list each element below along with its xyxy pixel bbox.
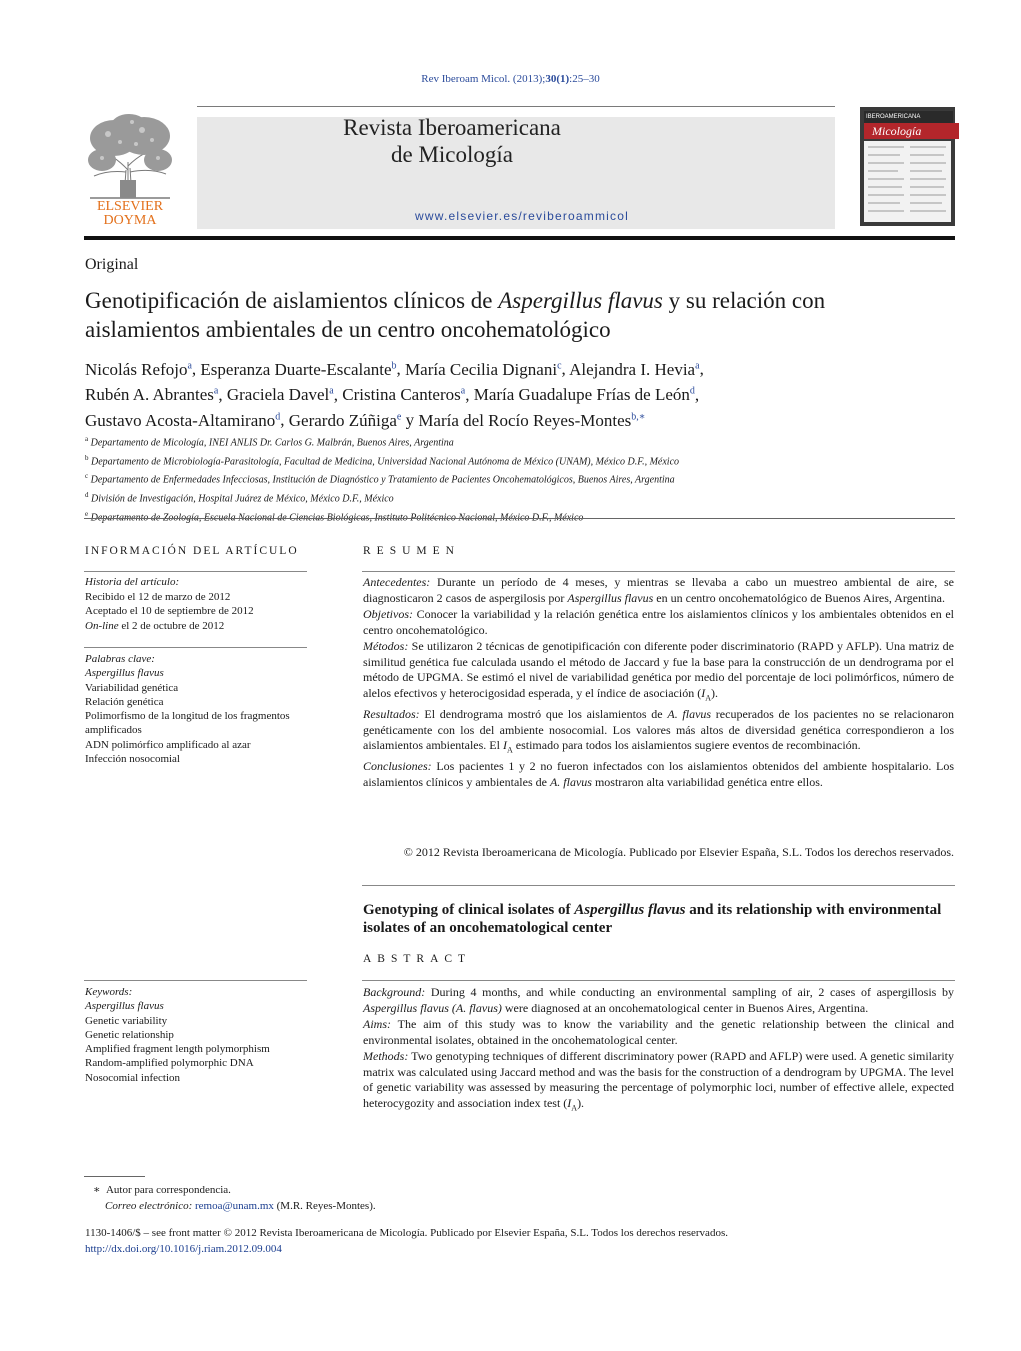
- keyword: Genetic relationship: [85, 1028, 174, 1041]
- resumen-body: [363, 575, 954, 791]
- divider: [362, 885, 955, 886]
- keyword: Amplified fragment length polymorphism: [85, 1043, 270, 1056]
- keyword: ADN polimórfico amplificado al azar: [85, 738, 251, 751]
- elsevier-doyma-logo: [84, 110, 176, 228]
- affiliation: $^a$ Departamento de Micología, INEI ANLIS Dr. Carlos G. Malbrán, Buenos Aires, Argentina: [85, 435, 454, 449]
- journal-cover-thumbnail[interactable]: [860, 107, 955, 226]
- journal-citation[interactable]: Rev Iberoam Micol. (2013);30(1):25–30: [421, 73, 600, 85]
- keywords-spanish: Palabras clave: Aspergillus flavus Variabilidad genética Relación genética Polimorfismo de la longitud de los fragmentos amplificados ADN polimórfico amplificado al azar Infección nosocomial: [85, 652, 310, 766]
- author[interactable]: Cristina Canteros$^a$: [342, 385, 466, 405]
- author[interactable]: Rubén A. Abrantes$^a$: [85, 385, 219, 405]
- keywords-english: Keywords: Aspergillus flavus Genetic variability Genetic relationship Amplified fragment length polymorphism Random-amplified polymorphic DNA Nosocomial infection: [85, 985, 315, 1085]
- keyword: Aspergillus flavus: [85, 1000, 164, 1013]
- author[interactable]: Graciela Davel$^a$: [226, 385, 334, 405]
- divider: [84, 571, 307, 572]
- cover-top-band: IBEROAMERICANA: [864, 111, 953, 123]
- journal-url-link[interactable]: www.elsevier.es/reviberoammicol: [415, 209, 629, 223]
- author[interactable]: Gerardo Zúñiga$^e$: [288, 410, 402, 430]
- elsevier-tree-icon: [84, 110, 176, 228]
- author-list: Nicolás Refojo$^a$, Esperanza Duarte-Escalante$^b$, María Cecilia Dignani$^c$, Alejandra I. Hevia$^a$, Rubén A. Abrantes$^a$, Graciela Davel$^a$, Cristina Canteros$^a$, María Guadalupe Frías de León$^d$, Gustavo Acosta-Altamirano$^d$, Gerardo Zúñiga$^e$ y María del Rocío Reyes-Montes$^{b,∗}$: [85, 359, 704, 430]
- abstract-aims: Aims: The aim of this study was to know the variability and the genetic relationship between the clinical and environmental isolates, obtained in the oncohematological center.: [363, 1016, 954, 1047]
- author[interactable]: Esperanza Duarte-Escalante$^b$: [200, 359, 397, 379]
- divider: [362, 980, 955, 981]
- keyword: Relación genética: [85, 695, 164, 708]
- article-history: Historia del artículo: Recibido el 12 de marzo de 2012 Aceptado el 10 de septiembre de 2012 On-line el 2 de octubre de 2012: [85, 576, 254, 632]
- resumen-antecedentes: Antecedentes: Durante un período de 4 meses, y mientras se llevaba a cabo un muestreo ambiental de aire, se diagnosticaron 2 casos de aspergilosis por Aspergillus flavus en un centro oncohematológico de Buenos Aires, Argentina.: [363, 575, 954, 605]
- abstract-background: Background: During 4 months, and while conducting an environmental sampling of air, 2 cases of aspergillosis by Aspergillus flavus (A. flavus) were diagnosed at an oncohematological center in Buenos Aires, Argentina.: [363, 985, 954, 1015]
- keyword: Genetic variability: [85, 1014, 168, 1027]
- keyword: Random-amplified polymorphic DNA: [85, 1057, 254, 1070]
- abstract-methods: Methods: Two genotyping techniques of different discriminatory power (RAPD and AFLP) were used. A genetic similarity matrix was calculated using Jaccard method and was the basis for the construction of a dendrogram by UPGMA. The level of genetic variability was assessed by measuring the percentage of polymorphic loci, number of effective allele, expected heterocygozity and association index test $(I_A)$.: [363, 1048, 954, 1113]
- keyword: Variabilidad genética: [85, 681, 179, 694]
- author[interactable]: Alejandra I. Hevia$^a$: [569, 359, 700, 379]
- author[interactable]: María Cecilia Dignani$^c$: [405, 359, 562, 379]
- keyword: Aspergillus flavus: [85, 667, 164, 680]
- english-title: Genotyping of clinical isolates of Aspergillus flavus and its relationship with environmental isolates of an oncohematological center: [363, 902, 942, 936]
- copyright-notice: © 2012 Revista Iberoamericana de Micología. Publicado por Elsevier España, S.L. Todos los derechos reservados.: [403, 845, 954, 859]
- article-title: Genotipificación de aislamientos clínicos de Aspergillus flavus y su relación con aislamientos ambientales de un centro oncohematológico: [85, 288, 826, 342]
- divider: [84, 647, 307, 648]
- cover-contents: [864, 141, 951, 222]
- resumen-metodos: Métodos: Se utilizaron 2 técnicas de genotipificación con diferente poder discriminatorio (RAPD y AFLP). Una matriz de similitud genética fue calculada usando el método de Jaccard y fue la base para la construcción de un dendrograma por el método de UPGMA. Se estimó el nivel de variabilidad genética por medio del porcentaje de loci polimórficos, número de alelos efectivos y heterocigosidad esperada, y el índice de asociación $(I_A)$.: [363, 638, 954, 703]
- abstract-body: [363, 985, 954, 1117]
- correspondence-footnote: ∗ Autor para correspondencia. Correo electrónico: remoa@unam.mx (M.R. Reyes-Montes).: [93, 1184, 376, 1212]
- keyword: Infección nosocomial: [85, 753, 180, 766]
- article-section-label: Original: [85, 256, 139, 273]
- abstract-heading: ABSTRACT: [363, 953, 472, 965]
- resumen-conclusiones: Conclusiones: Los pacientes 1 y 2 no fueron infectados con los aislamientos obtenidos del ambiente hospitalario. Los aislamientos clínicos y ambientales de A. flavus mostraron alta variabilidad genética entre ellos.: [363, 758, 954, 789]
- resumen-objetivos: Objetivos: Conocer la variabilidad y la relación genética entre los aislamientos clínicos y los ambientales obtenidos en el centro oncohematológico.: [363, 606, 954, 637]
- author[interactable]: María Guadalupe Frías de León$^d$: [473, 385, 695, 405]
- email-link[interactable]: remoa@unam.mx: [195, 1200, 274, 1212]
- divider: [362, 571, 955, 572]
- keyword: Polimorfismo de la longitud de los fragmentos amplificados: [85, 710, 290, 737]
- front-matter: 1130-1406/$ – see front matter © 2012 Revista Iberoamericana de Micología. Publicado por Elsevier España, S.L. Todos los derechos reservados. http://dx.doi.org/10.1016/j.riam.2012.09.004: [85, 1227, 728, 1255]
- header-thick-divider: [84, 236, 955, 240]
- logo-word-elsevier: ELSEVIER: [96, 199, 164, 214]
- affiliation: e: [85, 509, 89, 518]
- cover-contents-lines: [864, 141, 951, 222]
- resumen-resultados: Resultados: El dendrograma mostró que los aislamientos de A. flavus recuperados de los pacientes no se relacionaron genéticamente con los del ambiente nosocomial. Los valores más altos de diversidad genética correspondieron a los aislamientos ambientales. El $I_A$ estimado para todos los aislamientos sugiere eventos de recombinación.: [363, 706, 954, 755]
- article-info-heading: INFORMACIÓN DEL ARTÍCULO: [85, 545, 299, 557]
- affiliation: $^b$ Departamento de Microbiología-Parasitología, Facultad de Medicina, Universidad Nacional Autónoma de México (UNAM), México D.F., México: [85, 453, 680, 467]
- journal-title: Revista Iberoamericana de Micología: [343, 115, 561, 167]
- footnote-divider: [84, 1176, 145, 1177]
- cover-title-band: Micología: [864, 123, 959, 139]
- doi-link[interactable]: http://dx.doi.org/10.1016/j.riam.2012.09.004: [85, 1242, 282, 1255]
- affiliation: $^c$ Departamento de Enfermedades Infecciosas, Institución de Diagnóstico y Tratamiento de Pacientes Oncohematológicos, Buenos Aires, Argentina: [85, 472, 675, 486]
- author-corresponding[interactable]: María del Rocío Reyes-Montes$^{b,∗}$: [418, 410, 646, 430]
- logo-word-doyma: DOYMA: [103, 213, 157, 228]
- section-divider: [84, 518, 955, 519]
- resumen-heading: RESUMEN: [363, 545, 460, 557]
- author[interactable]: Gustavo Acosta-Altamirano$^d$: [85, 410, 281, 430]
- affiliation: $^d$ División de Investigación, Hospital Juárez de México, México D.F., México: [85, 490, 394, 505]
- author[interactable]: Nicolás Refojo$^a$: [85, 359, 192, 379]
- divider: [84, 980, 307, 981]
- affiliation-list: [85, 432, 955, 525]
- keyword: Nosocomial infection: [85, 1071, 181, 1084]
- header-divider: [197, 106, 835, 107]
